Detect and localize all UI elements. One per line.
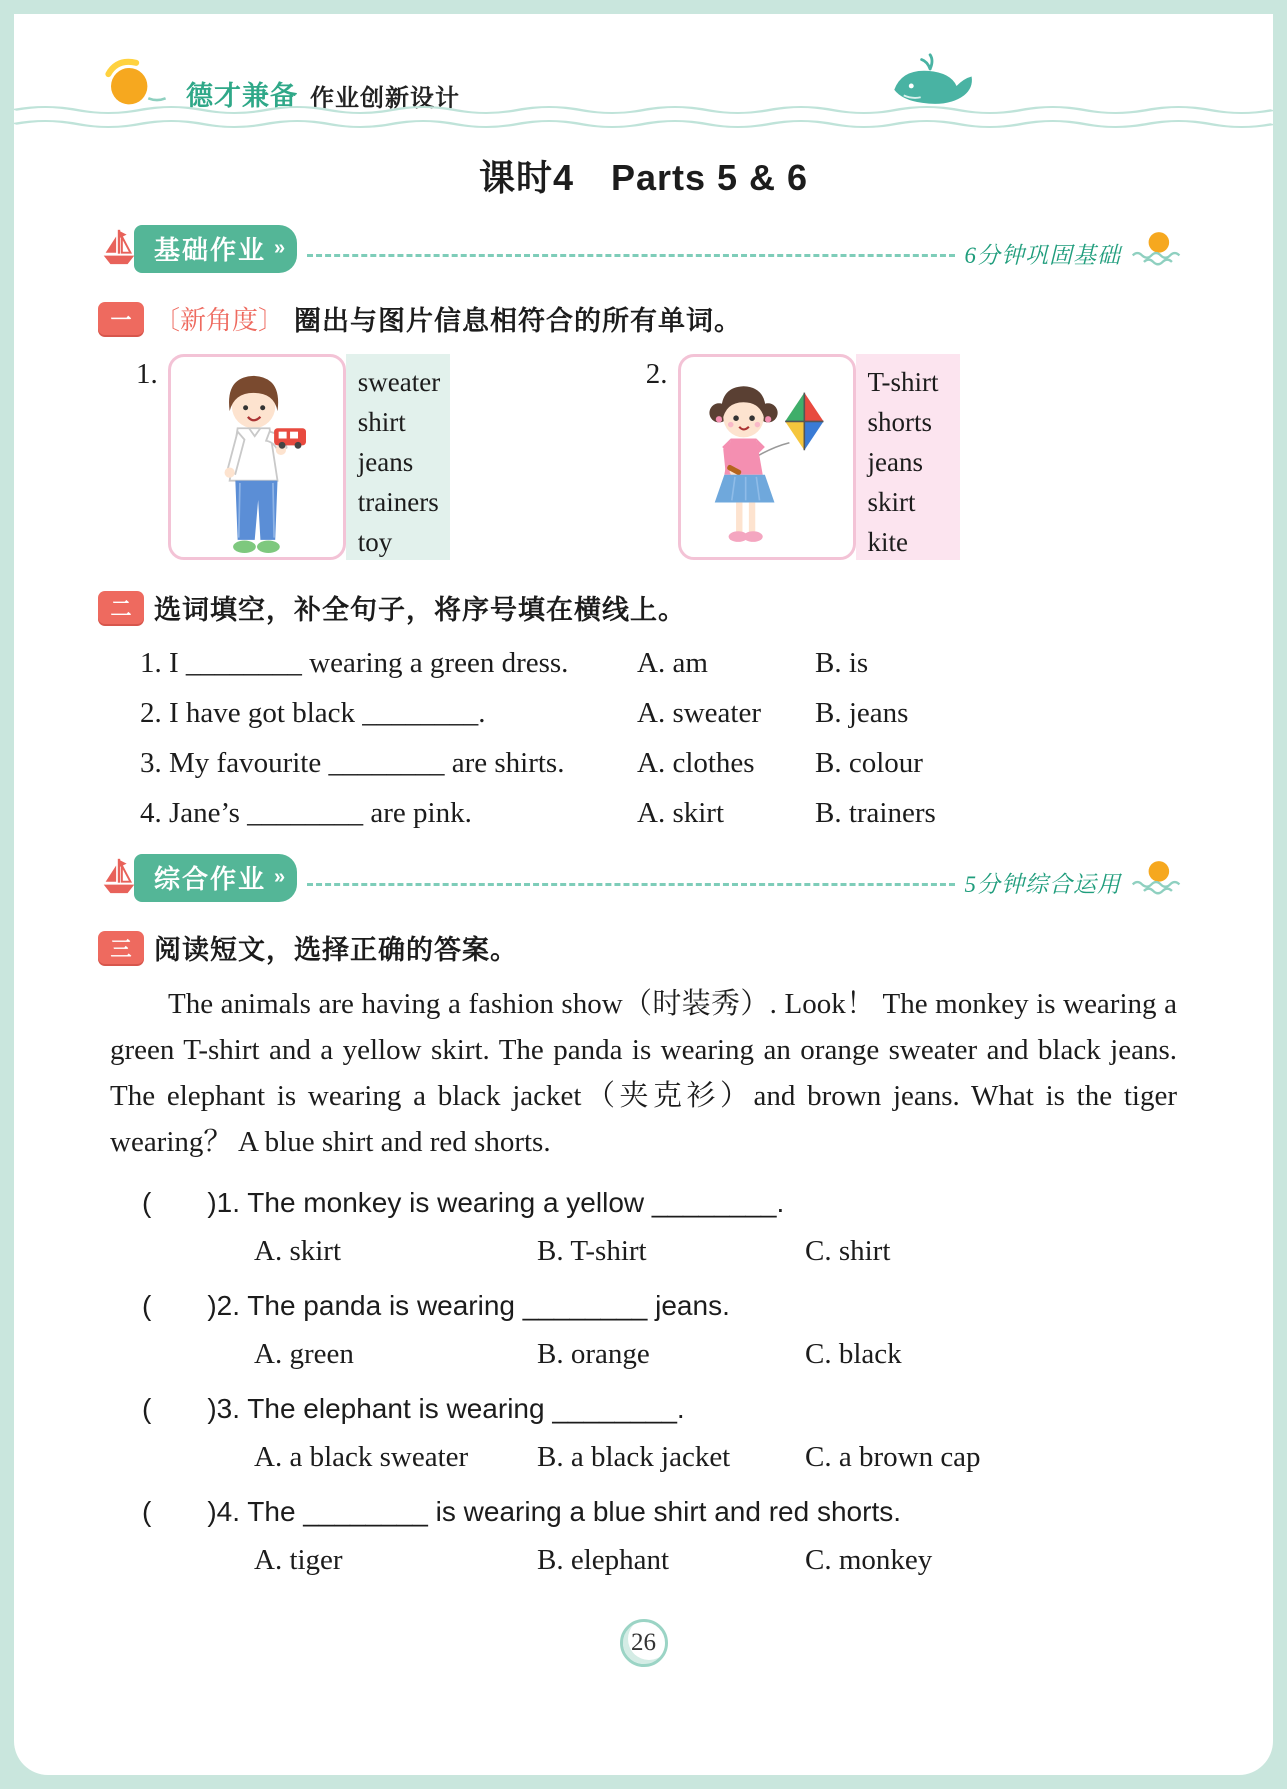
option-b: B. orange (537, 1338, 650, 1370)
option-c: C. shirt (805, 1235, 891, 1267)
option-a: A. tiger (254, 1544, 343, 1576)
question-stem: ( )1. The monkey is wearing a yellow ________. (142, 1187, 785, 1218)
question-options (254, 1235, 1273, 1268)
exercise-1-item-1 (136, 354, 450, 560)
girl-picture-frame (678, 354, 856, 560)
exercise-2-badge: 二 (98, 591, 144, 624)
word-option: jeans (867, 447, 923, 477)
page-number: 26 (620, 1619, 668, 1667)
boy-illustration (194, 369, 320, 557)
sailboat-icon (98, 226, 140, 273)
option-b: B. T-shirt (537, 1235, 647, 1267)
time-note: 6分钟巩固基础 (964, 242, 1121, 268)
exercise-3-badge: 三 (98, 931, 144, 964)
word-list-2 (856, 354, 960, 560)
exercise-1-badge: 一 (98, 302, 144, 335)
time-note: 5分钟综合运用 (964, 871, 1121, 897)
wavy-divider (14, 102, 1273, 132)
option-a: A. a black sweater (254, 1441, 469, 1473)
option-b: B. colour (815, 747, 923, 779)
dashed-divider (307, 254, 954, 257)
option-b: B. elephant (537, 1544, 670, 1576)
word-option: shirt (357, 407, 406, 437)
option-c: C. a brown cap (805, 1441, 981, 1473)
section-basic-homework (98, 227, 1185, 271)
exercise-3-instruction: 阅读短文，选择正确的答案。 (154, 935, 518, 965)
sentence: 3. My favourite ________ are shirts. (140, 747, 565, 779)
section-title-text: 综合作业 (154, 864, 267, 894)
question-stem: ( )3. The elephant is wearing ________. (142, 1393, 685, 1424)
option-b: B. a black jacket (537, 1441, 731, 1473)
word-option: kite (867, 527, 908, 557)
option-a: A. am (637, 647, 708, 679)
section-title-pill (134, 854, 297, 902)
word-option: T-shirt (867, 367, 939, 397)
chevron-right-icon: » (274, 237, 284, 259)
word-option: jeans (357, 447, 414, 477)
option-c: C. monkey (805, 1544, 933, 1576)
sentence: 2. I have got black ________. (140, 697, 486, 729)
option-a: A. skirt (637, 797, 724, 829)
chevron-right-icon: » (274, 866, 284, 888)
new-angle-tag: 〔新角度〕 (154, 305, 285, 335)
girl-illustration (687, 369, 847, 557)
dashed-divider (307, 883, 954, 886)
word-option: toy (357, 527, 393, 557)
question-stem: ( )2. The panda is wearing ________ jeans. (142, 1290, 730, 1321)
exercise-1-item-2 (646, 354, 960, 560)
word-option: skirt (867, 487, 916, 517)
boy-picture-frame (168, 354, 346, 560)
sun-wave-icon (1129, 227, 1185, 272)
circle-words-exercise (136, 354, 1273, 560)
section-comprehensive-homework (98, 856, 1185, 900)
sun-wave-icon (1129, 856, 1185, 901)
word-option: shorts (867, 407, 933, 437)
item-number: 1. (136, 358, 158, 390)
option-b: B. jeans (815, 697, 909, 729)
word-list-1 (346, 354, 450, 560)
page-title: 课时4 Parts 5 & 6 (478, 157, 809, 198)
exercise-2-header (98, 588, 1273, 627)
exercise-1-header (98, 299, 1273, 338)
worksheet-page (14, 14, 1273, 1775)
section-title-pill (134, 225, 297, 273)
option-a: A. green (254, 1338, 354, 1370)
reading-passage: The animals are having a fashion show（时装秀）. Look！ The monkey is wearing a green T-shirt and a yellow skirt. The panda is wearing an orange sweater and black jeans. The elephant is wearing a black jacket（夹克衫）and brown jeans. What is the tiger wearing？ A blue shirt and red shorts. (110, 988, 1177, 1158)
item-number: 2. (645, 358, 668, 390)
exercise-2-instruction: 选词填空，补全句子，将序号填在横线上。 (154, 595, 686, 625)
question-stem: ( )4. The ________ is wearing a blue shirt and red shorts. (142, 1496, 902, 1527)
question-options (254, 1338, 1273, 1371)
option-b: B. trainers (815, 797, 936, 829)
exercise-1-instruction: 圈出与图片信息相符合的所有单词。 (294, 306, 743, 336)
word-option: trainers (357, 487, 439, 517)
option-a: A. clothes (637, 747, 755, 779)
fill-blank-exercise (140, 647, 1273, 830)
sentence: 4. Jane’s ________ are pink. (140, 797, 472, 829)
option-b: B. is (815, 647, 869, 679)
brand-subtitle: 作业创新设计 (310, 85, 460, 112)
reading-questions (14, 1181, 1273, 1577)
question-options (254, 1544, 1273, 1577)
sailboat-icon (98, 855, 140, 902)
option-a: A. skirt (254, 1235, 341, 1267)
sentence: 1. I ________ wearing a green dress. (140, 647, 569, 679)
option-a: A. sweater (637, 697, 762, 729)
question-options (254, 1441, 1273, 1474)
section-title-text: 基础作业 (154, 235, 267, 265)
header-band (14, 14, 1273, 134)
option-c: C. black (805, 1338, 902, 1370)
word-option: sweater (357, 367, 441, 397)
brand-name: 德才兼备 (186, 81, 298, 111)
exercise-3-header (98, 928, 1273, 967)
